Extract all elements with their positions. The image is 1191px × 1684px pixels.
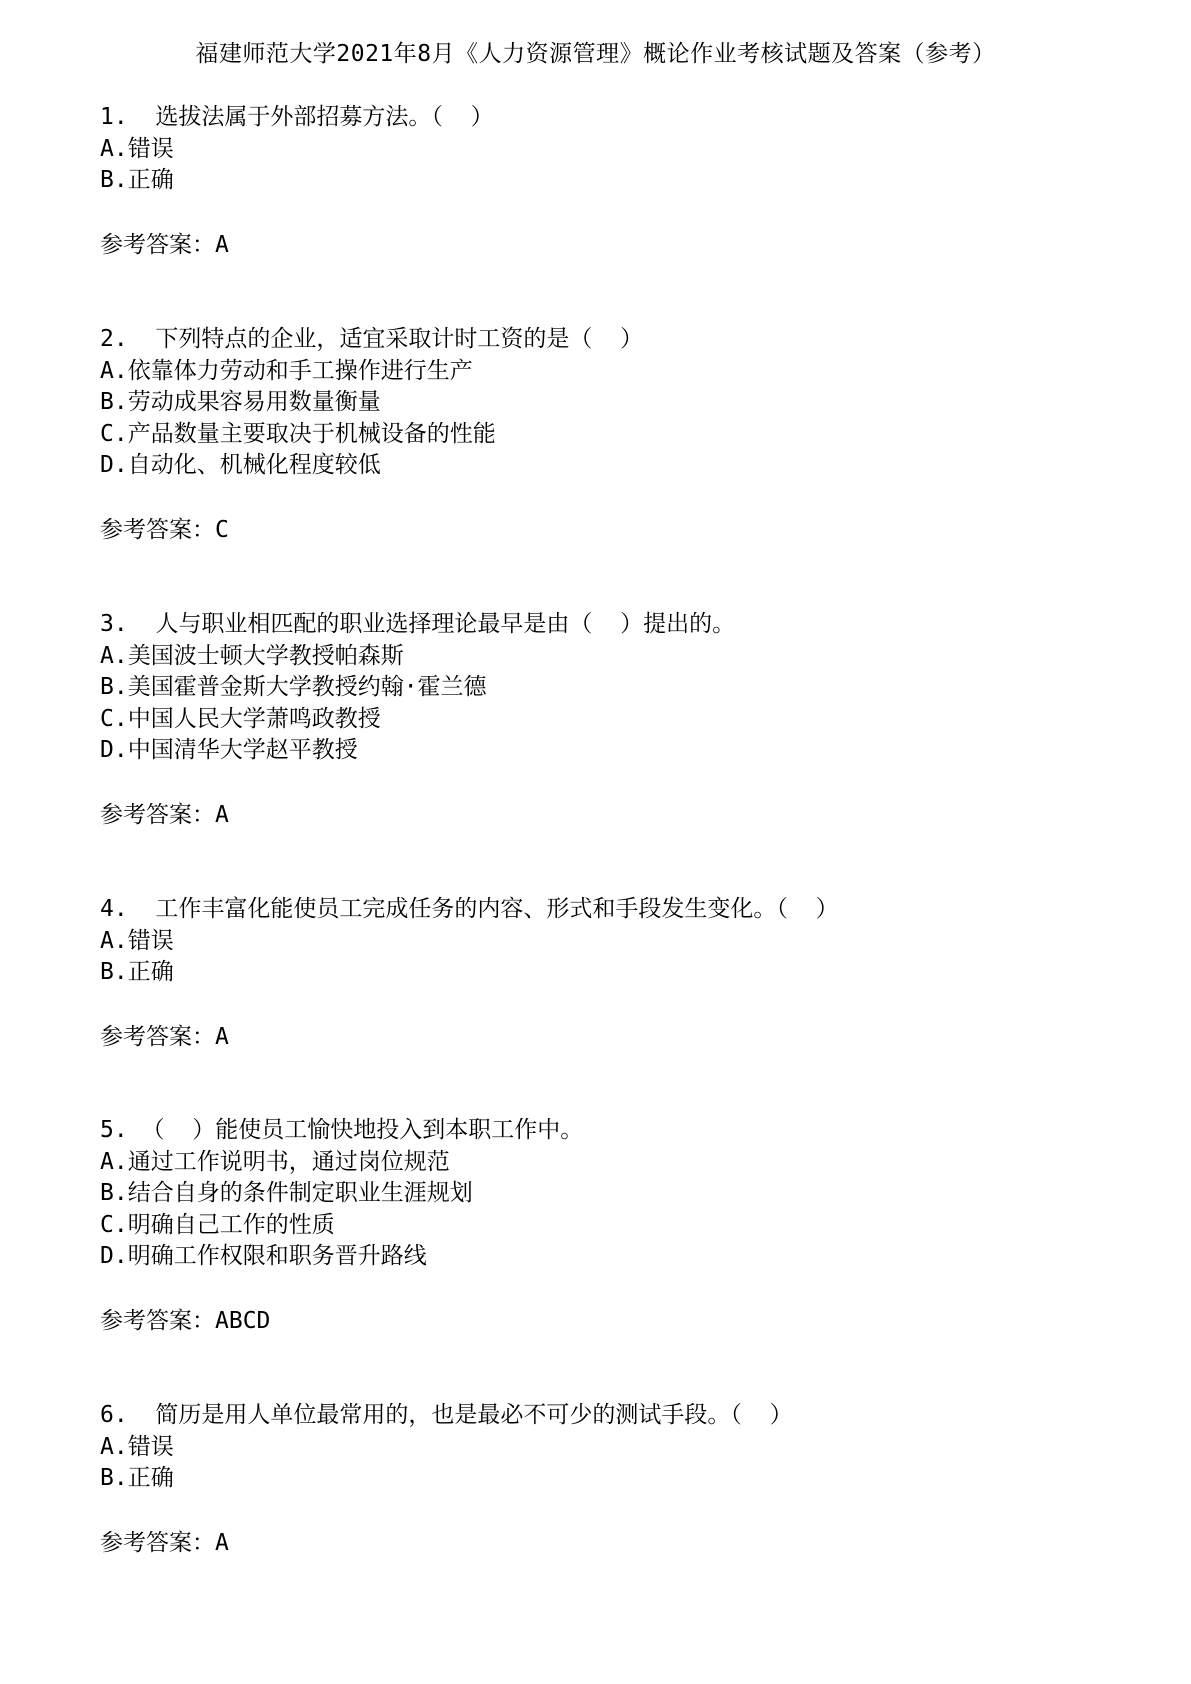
option-b: B.美国霍普金斯大学教授约翰·霍兰德 — [100, 674, 487, 700]
question-stem: 6. 简历是用人单位最常用的，也是最必不可少的测试手段。（ ） — [100, 1402, 793, 1428]
question-5 — [100, 1115, 1140, 1337]
question-1 — [100, 102, 1140, 261]
question-stem: 3. 人与职业相匹配的职业选择理论最早是由（ ）提出的。 — [100, 611, 736, 637]
option-b: B.正确 — [100, 959, 174, 985]
option-a: A.依靠体力劳动和手工操作进行生产 — [100, 357, 473, 384]
option-c: C.产品数量主要取决于机械设备的性能 — [100, 420, 496, 447]
page-title: 福建师范大学2021年8月《人力资源管理》概论作业考核试题及答案（参考） — [195, 41, 996, 67]
option-c: C.中国人民大学萧鸣政教授 — [100, 705, 381, 732]
reference-answer: 参考答案：A — [100, 231, 229, 258]
option-d: D.明确工作权限和职务晋升路线 — [100, 1243, 427, 1269]
option-a: A.错误 — [100, 927, 174, 954]
question-stem: 1. 选拔法属于外部招募方法。（ ） — [100, 104, 494, 130]
reference-answer: 参考答案：ABCD — [100, 1307, 271, 1334]
option-a: A.错误 — [100, 1433, 174, 1460]
question-2 — [100, 324, 1140, 546]
question-4 — [100, 894, 1140, 1053]
option-b: B.劳动成果容易用数量衡量 — [100, 389, 381, 415]
option-d: D.自动化、机械化程度较低 — [100, 452, 381, 478]
option-a: A.通过工作说明书，通过岗位规范 — [100, 1148, 450, 1175]
question-stem: 5. （ ）能使员工愉快地投入到本职工作中。 — [100, 1117, 584, 1143]
option-d: D.中国清华大学赵平教授 — [100, 737, 358, 763]
option-c: C.明确自己工作的性质 — [100, 1211, 335, 1238]
option-a: A.美国波士顿大学教授帕森斯 — [100, 642, 404, 669]
question-6 — [100, 1400, 1140, 1559]
option-b: B.正确 — [100, 1465, 174, 1491]
question-stem: 2. 下列特点的企业，适宜采取计时工资的是（ ） — [100, 326, 644, 352]
question-3 — [100, 609, 1140, 831]
question-stem: 4. 工作丰富化能使员工完成任务的内容、形式和手段发生变化。（ ） — [100, 896, 839, 922]
reference-answer: 参考答案：A — [100, 1023, 229, 1050]
option-b: B.正确 — [100, 167, 174, 193]
option-a: A.错误 — [100, 135, 174, 162]
reference-answer: 参考答案：A — [100, 1529, 229, 1556]
option-b: B.结合自身的条件制定职业生涯规划 — [100, 1180, 473, 1206]
reference-answer: 参考答案：C — [100, 516, 229, 543]
reference-answer: 参考答案：A — [100, 801, 229, 828]
